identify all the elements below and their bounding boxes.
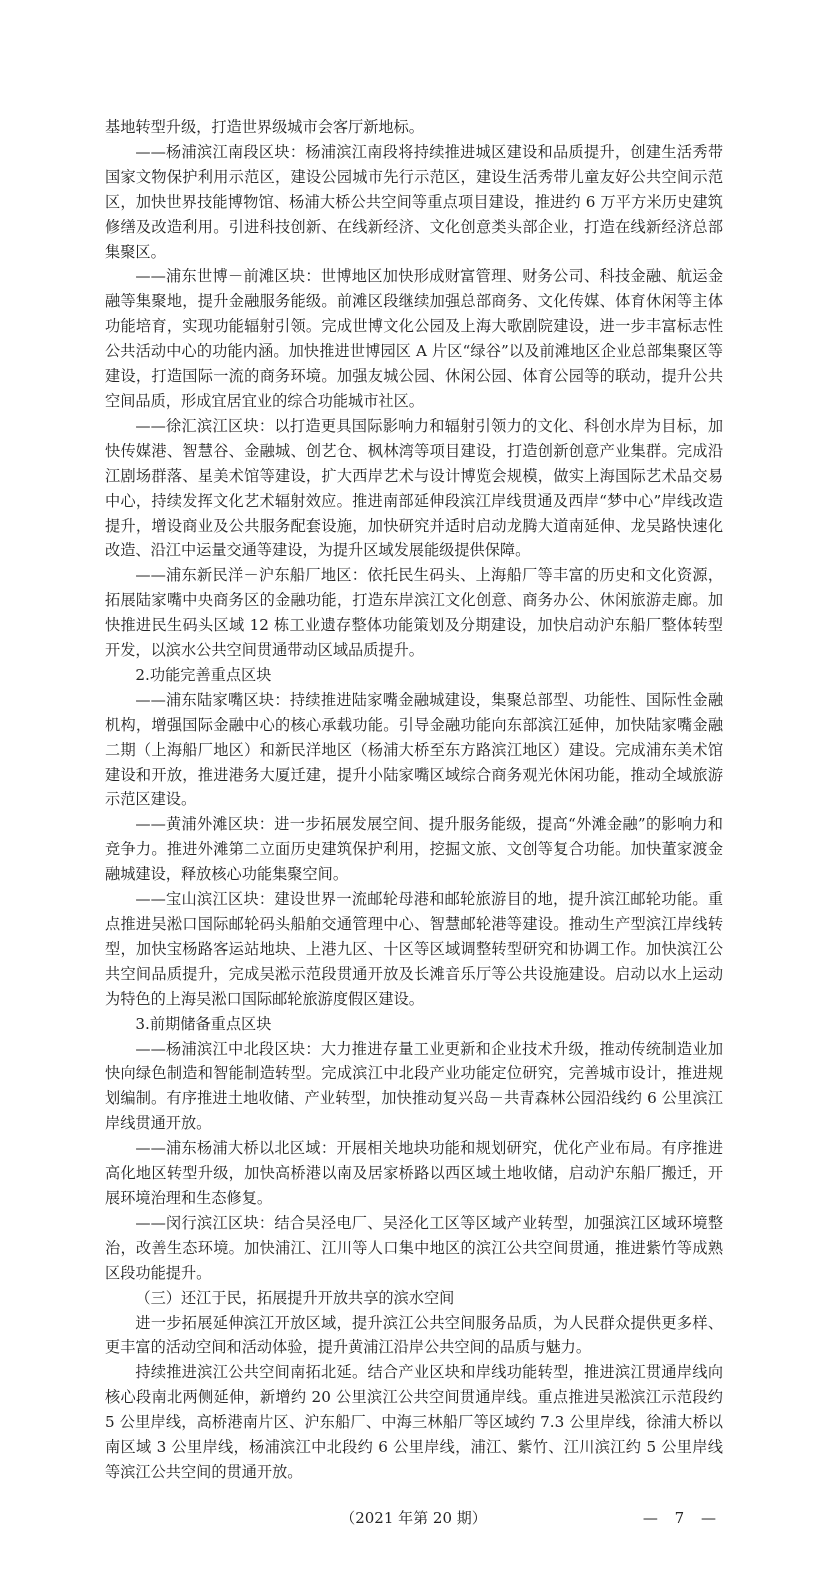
issue-label: （2021 年第 20 期） — [340, 1508, 487, 1527]
paragraph: ——浦东杨浦大桥以北区域：开展相关地块功能和规划研究，优化产业布局。有序推进高化地区转型升级，加快高桥港以南及居家桥路以西区域土地收储，启动沪东船厂搬迁，开展环境治理和生态修复。 — [105, 1139, 723, 1207]
paragraph: ——浦东世博－前滩区块：世博地区加快形成财富管理、财务公司、科技金融、航运金融等集聚地，提升金融服务能级。前滩区段继续加强总部商务、文化传媒、体育休闲等主体功能培育，实现功能辐射引领。完成世博文化公园及上海大歌剧院建设，进一步丰富标志性公共活动中心的功能内涵。加快推进世博园区 A 片区“绿谷”以及前滩地区企业总部集聚区等建设，打造国际一流的商务环境。加强友城公园、休闲公园、体育公园等的联动，提升公共空间品质，形成宜居宜业的综合功能城市社区。 — [105, 267, 723, 410]
page-footer — [0, 1507, 827, 1529]
paragraph: ——闵行滨江区块：结合吴泾电厂、吴泾化工区等区域产业转型，加强滨江区域环境整治，改善生态环境。加快浦江、江川等人口集中地区的滨江公共空间贯通，推进紫竹等成熟区段功能提升。 — [105, 1213, 723, 1282]
paragraph: 基地转型升级，打造世界级城市会客厅新地标。 — [105, 118, 424, 136]
paragraph: （三）还江于民，拓展提升开放共享的滨水空间 — [135, 1288, 455, 1307]
paragraph: 持续推进滨江公共空间南拓北延。结合产业区块和岸线功能转型，推进滨江贯通岸线向核心段南北两侧延伸，新增约 20 公里滨江公共空间贯通岸线。重点推进吴淞滨江示范段约 5 公里岸线，高桥港南片区、沪东船厂、中海三林船厂等区域约 7.3 公里岸线，徐浦大桥以南区域 3 公里岸线，杨浦滨江中北段约 6 公里岸线，浦江、紫竹、江川滨江约 5 公里岸线等滨江公共空间的贯通开放。 — [105, 1363, 723, 1481]
paragraph: ——宝山滨江区块：建设世界一流邮轮母港和邮轮旅游目的地，提升滨江邮轮功能。重点推进吴淞口国际邮轮码头船舶交通管理中心、智慧邮轮港等建设。推动生产型滨江岸线转型，加快宝杨路客运站地块、上港九区、十区等区域调整转型研究和协调工作。加快滨江公共空间品质提升，完成吴淞示范段贯通开放及长滩音乐厅等公共设施建设。启动以水上运动为特色的上海吴淞口国际邮轮旅游度假区建设。 — [105, 890, 723, 1008]
paragraph: 3.前期储备重点区块 — [135, 1014, 272, 1033]
paragraph: 进一步拓展延伸滨江开放区域，提升滨江公共空间服务品质，为人民群众提供更多样、更丰富的活动空间和活动体验，提升黄浦江沿岸公共空间的品质与魅力。 — [105, 1313, 723, 1357]
paragraph: ——徐汇滨江区块：以打造更具国际影响力和辐射引领力的文化、科创水岸为目标，加快传媒港、智慧谷、金融城、创艺仓、枫林湾等项目建设，打造创新创意产业集群。完成沿江剧场群落、星美术馆等建设，扩大西岸艺术与设计博览会规模，做实上海国际艺术品交易中心，持续发挥文化艺术辐射效应。推进南部延伸段滨江岸线贯通及西岸“梦中心”岸线改造提升，增设商业及公共服务配套设施，加快研究并适时启动龙腾大道南延伸、龙吴路快速化改造、沿江中运量交通等建设，为提升区域发展能级提供保障。 — [105, 416, 723, 560]
page-number: — 7 — — [642, 1508, 722, 1527]
paragraph: ——黄浦外滩区块：进一步拓展发展空间、提升服务能级，提高“外滩金融”的影响力和竞争力。推进外滩第二立面历史建筑保护利用，挖掘文旅、文创等复合功能。加快董家渡金融城建设，释放核心功能集聚空间。 — [105, 815, 723, 884]
paragraph: 2.功能完善重点区块 — [135, 665, 272, 684]
document-body — [105, 115, 723, 1485]
paragraph: ——浦东陆家嘴区块：持续推进陆家嘴金融城建设，集聚总部型、功能性、国际性金融机构，增强国际金融中心的核心承载功能。引导金融功能向东部滨江延伸，加快陆家嘴金融二期（上海船厂地区）和新民洋地区（杨浦大桥至东方路滨江地区）建设。完成浦东美术馆建设和开放，推进港务大厦迁建，提升小陆家嘴区域综合商务观光休闲功能，推动全域旅游示范区建设。 — [105, 690, 723, 809]
paragraph: ——杨浦滨江南段区块：杨浦滨江南段将持续推进城区建设和品质提升，创建生活秀带国家文物保护利用示范区，建设公园城市先行示范区，建设生活秀带儿童友好公共空间示范区，加快世界技能博物馆、杨浦大桥公共空间等重点项目建设，推进约 6 万平方米历史建筑修缮及改造利用。引进科技创新、在线新经济、文化创意类头部企业，打造在线新经济总部集聚区。 — [105, 142, 723, 261]
paragraph: ——杨浦滨江中北段区块：大力推进存量工业更新和企业技术升级，推动传统制造业加快向绿色制造和智能制造转型。完成滨江中北段产业功能定位研究，完善城市设计，推进规划编制。有序推进土地收储、产业转型，加快推动复兴岛－共青森林公园沿线约 6 公里滨江岸线贯通开放。 — [105, 1039, 723, 1133]
paragraph: ——浦东新民洋－沪东船厂地区：依托民生码头、上海船厂等丰富的历史和文化资源，拓展陆家嘴中央商务区的金融功能，打造东岸滨江文化创意、商务办公、休闲旅游走廊。加快推进民生码头区域 12 栋工业遗存整体功能策划及分期建设，加快启动沪东船厂整体转型开发，以滨水公共空间贯通带动区域品质提升。 — [105, 566, 723, 660]
